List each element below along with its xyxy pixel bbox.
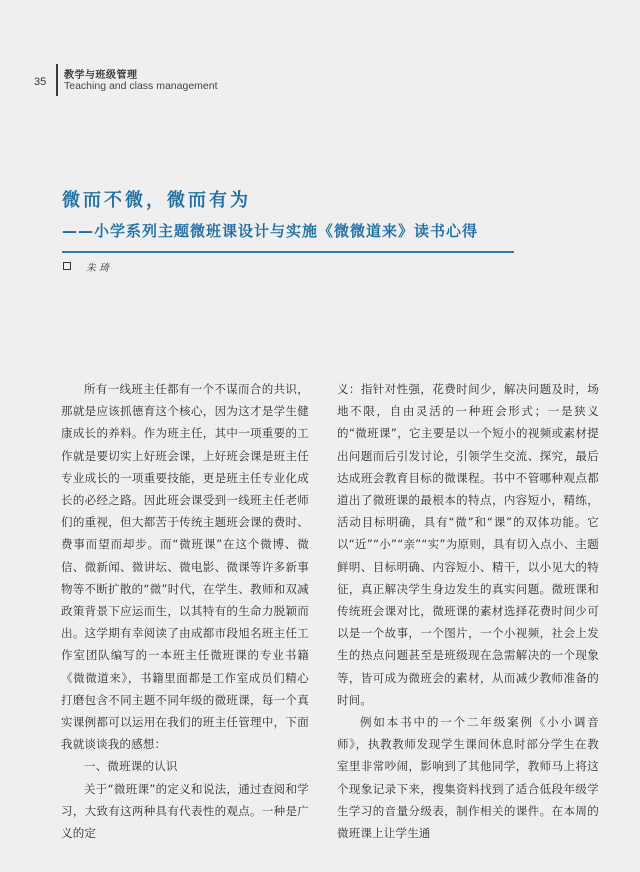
header-divider bbox=[56, 64, 58, 96]
body-paragraph: 义：指针对性强，花费时间少，解决问题及时，场地不限，自由灵活的一种班会形式；一是狭义的“微班课”，它主要是以一个短小的视频或素材提出问题而后引发讨论，引领学生交流、探究，最后达成班会教育目标的微课程。书中不管哪种观点都道出了微班课的最根本的特点，内容短小，精练，活动目标明确，具有“微”和“课”的双体功能。它以“近”“小”“亲”“实”为原则，具有切入点小、主题鲜明、目标明确、内容短小、精干，以小见大的特征，真正解决学生身边发生的真实问题。微班课和传统班会课对比，微班课的素材选择花费时间少可以是一个故事，一个图片，一个小视频，社会上发生的热点问题甚至是班级现在急需解决的一个现象等，皆可成为微班会的素材，从而减少教师准备的时间。 bbox=[337, 382, 599, 707]
section-title-en: Teaching and class management bbox=[64, 80, 218, 92]
section-title-cn: 教学与班级管理 bbox=[64, 70, 138, 81]
body-column-right bbox=[337, 378, 599, 844]
body-paragraph: 所有一线班主任都有一个不谋而合的共识，那就是应该抓德育这个核心，因为这才是学生健康成长的养料。作为班主任，其中一项重要的工作就是要切实上好班会课，上好班会课是班主任专业成长的一项重要技能，更是班主任专业化成长的必经之路。因此班会课受到一线班主任老师们的重视，但大都苦于传统主题班会课的费时、费事而望而却步。而“微班课”在这个微博、微信、微新闻、微讲坛、微电影、微课等许多新事物等不断扩散的“微”时代，在学生、教师和双减政策背景下应运而生，以其特有的生命力脱颖而出。这学期有幸阅读了由成都市段旭名班主任工作室团队编写的一本班主任微班课的专业书籍《微微道来》，书籍里面都是工作室成员们精心打磨包含不同主题不同年级的微班课，每一个真实课例都可以运用在我们的班主任管理中，下面我就谈谈我的感想： bbox=[61, 382, 309, 752]
page-number: 35 bbox=[34, 76, 47, 88]
article-subtitle: ——小学系列主题微班课设计与实施《微微道来》读书心得 bbox=[62, 222, 479, 240]
title-divider bbox=[62, 251, 514, 253]
article-title: 微而不微，微而有为 bbox=[62, 190, 251, 211]
author-name: 朱琦 bbox=[86, 263, 112, 274]
body-paragraph: 关于“微班课”的定义和说法，通过查阅和学习，大致有这两种具有代表性的观点。一种是广义的定 bbox=[61, 781, 309, 841]
section-heading: 一、微班课的认识 bbox=[84, 759, 178, 774]
author-box-icon bbox=[63, 262, 71, 270]
body-column-left bbox=[61, 378, 309, 844]
body-paragraph: 例如本书中的一个二年级案例《小小调音师》，执教教师发现学生课间休息时部分学生在教室里非常吵闹，影响到了其他同学，教师马上将这个现象记录下来，搜集资料找到了适合低段年级学生学习的音量分级表，制作相关的课件。在本周的微班课上让学生通 bbox=[337, 715, 599, 841]
